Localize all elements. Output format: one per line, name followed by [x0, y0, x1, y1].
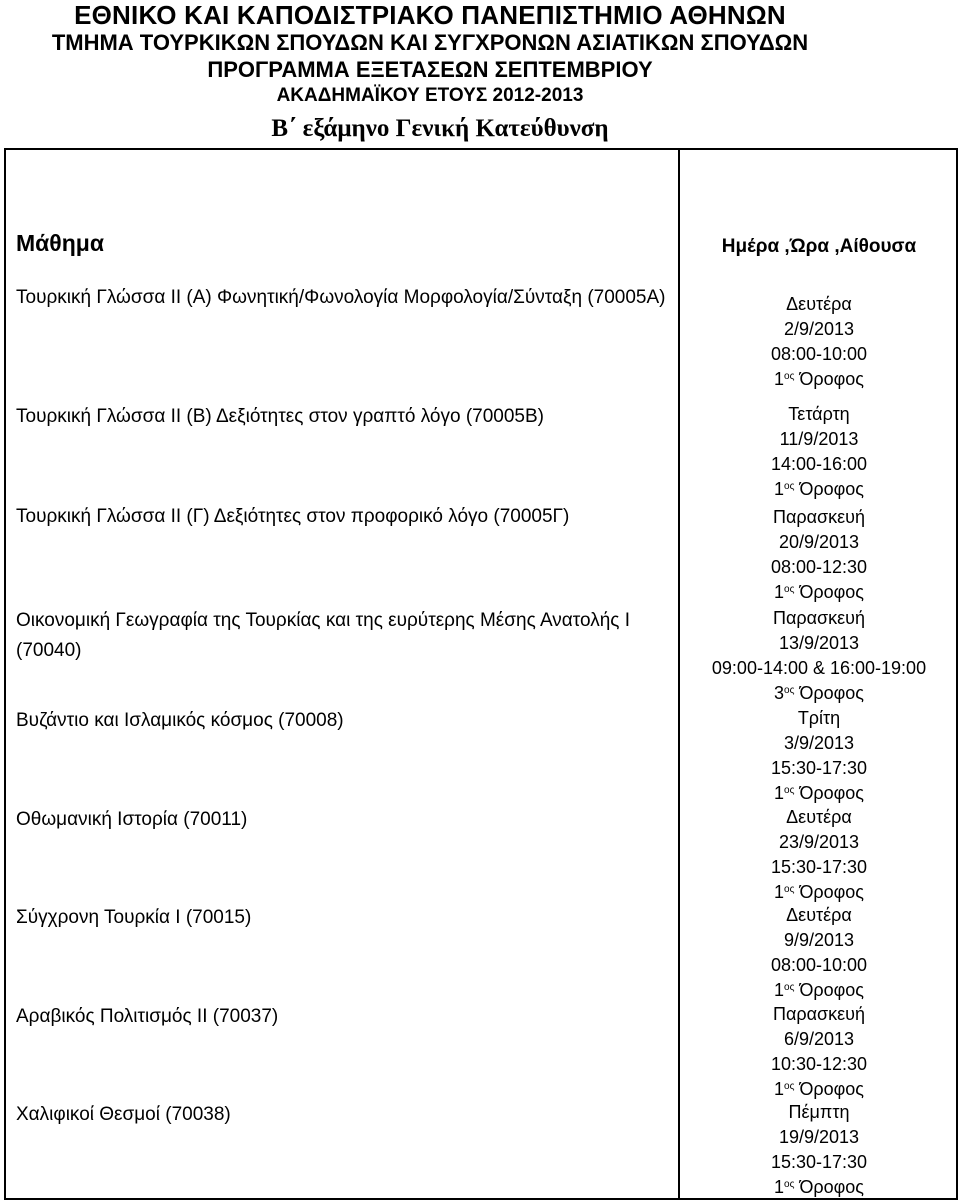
exam-day: Τρίτη [797, 708, 841, 728]
exam-day: Πέμπτη [788, 1102, 850, 1122]
exam-room: $1^{o\varsigma}$ Όροφος [774, 369, 864, 389]
exam-room: $1^{o\varsigma}$ Όροφος [774, 479, 864, 499]
column-header-course: Μάθημα [16, 230, 104, 256]
exam-date: 19/9/2013 [778, 1127, 860, 1147]
course-name: Αραβικός Πολιτισμός ΙΙ (70037) [16, 1006, 279, 1027]
course-name: Σύγχρονη Τουρκία Ι (70015) [16, 907, 252, 928]
course-name: Οθωμανική Ιστορία (70011) [16, 809, 248, 830]
semester-title: Β΄ εξάμηνο Γενική Κατεύθυνση [271, 115, 609, 142]
exam-time: 08:00-12:30 [770, 557, 868, 577]
exam-day: Παρασκευή [772, 608, 866, 628]
exam-date: 3/9/2013 [783, 733, 855, 753]
exam-room: $1^{o\varsigma}$ Όροφος [774, 582, 864, 602]
academic-year-title: ΑΚΑΔΗΜΑΪΚΟΥ ΕΤΟΥΣ 2012-2013 [276, 85, 584, 106]
exam-schedule [680, 706, 958, 806]
course-name: Βυζάντιο και Ισλαμικός κόσμος (70008) [16, 710, 344, 731]
university-title: ΕΘΝΙΚΟ ΚΑΙ ΚΑΠΟΔΙΣΤΡΙΑΚΟ ΠΑΝΕΠΙΣΤΗΜΙΟ ΑΘΗΝΩΝ [74, 0, 786, 30]
course-name: Χαλιφικοί Θεσμοί (70038) [16, 1104, 231, 1125]
course-name: Οικονομική Γεωγραφία της Τουρκίας και της ευρύτερης Μέσης Ανατολής Ι (70040) [16, 610, 630, 661]
exam-room: $1^{o\varsigma}$ Όροφος [774, 1177, 864, 1197]
exam-schedule [680, 1002, 958, 1102]
exam-day: Παρασκευή [772, 507, 866, 527]
exam-schedule [680, 505, 958, 605]
exam-time: 15:30-17:30 [770, 1152, 868, 1172]
exam-time: 15:30-17:30 [770, 857, 868, 877]
exam-date: 20/9/2013 [778, 532, 860, 552]
exam-day: Παρασκευή [772, 1004, 866, 1024]
exam-time: 15:30-17:30 [770, 758, 868, 778]
exam-day: Δευτέρα [786, 905, 852, 925]
exam-date: 9/9/2013 [783, 930, 855, 950]
exam-time: 08:00-10:00 [770, 955, 868, 975]
exam-date: 13/9/2013 [778, 633, 860, 653]
exam-schedule [680, 292, 958, 392]
course-name: Τουρκική Γλώσσα ΙΙ (Β) Δεξιότητες στον γραπτό λόγο (70005Β) [16, 406, 544, 427]
exam-time: 14:00-16:00 [770, 454, 868, 474]
program-title: ΠΡΟΓΡΑΜΜΑ ΕΞΕΤΑΣΕΩΝ ΣΕΠΤΕΜΒΡΙΟΥ [207, 57, 653, 82]
exam-time: 09:00-14:00 & 16:00-19:00 [711, 658, 927, 678]
exam-room: $3^{o\varsigma}$ Όροφος [774, 683, 864, 703]
exam-schedule [680, 805, 958, 905]
exam-day: Δευτέρα [786, 807, 852, 827]
course-name: Τουρκική Γλώσσα ΙΙ (Α) Φωνητική/Φωνολογία Μορφολογία/Σύνταξη (70005Α) [16, 287, 666, 308]
exam-room: $1^{o\varsigma}$ Όροφος [774, 783, 864, 803]
exam-time: 10:30-12:30 [770, 1054, 868, 1074]
exam-date: 6/9/2013 [783, 1029, 855, 1049]
exam-room: $1^{o\varsigma}$ Όροφος [774, 1079, 864, 1099]
exam-room: $1^{o\varsigma}$ Όροφος [774, 882, 864, 902]
exam-time: 08:00-10:00 [770, 344, 868, 364]
exam-date: 2/9/2013 [783, 319, 855, 339]
exam-day: Τετάρτη [788, 404, 850, 424]
exam-schedule [680, 1100, 958, 1200]
department-title: ΤΜΗΜΑ ΤΟΥΡΚΙΚΩΝ ΣΠΟΥΔΩΝ ΚΑΙ ΣΥΓΧΡΟΝΩΝ ΑΣΙΑΤΙΚΩΝ ΣΠΟΥΔΩΝ [51, 30, 809, 55]
exam-day: Δευτέρα [786, 294, 852, 314]
course-name: Τουρκική Γλώσσα ΙΙ (Γ) Δεξιότητες στον προφορικό λόγο (70005Γ) [16, 506, 570, 527]
exam-schedule [680, 903, 958, 1003]
exam-date: 11/9/2013 [779, 429, 859, 449]
exam-room: $1^{o\varsigma}$ Όροφος [774, 980, 864, 1000]
exam-schedule [680, 402, 958, 502]
column-header-schedule: Ημέρα ,Ώρα ,Αίθουσα [721, 236, 917, 257]
exam-schedule [680, 606, 958, 706]
exam-date: 23/9/2013 [778, 832, 860, 852]
